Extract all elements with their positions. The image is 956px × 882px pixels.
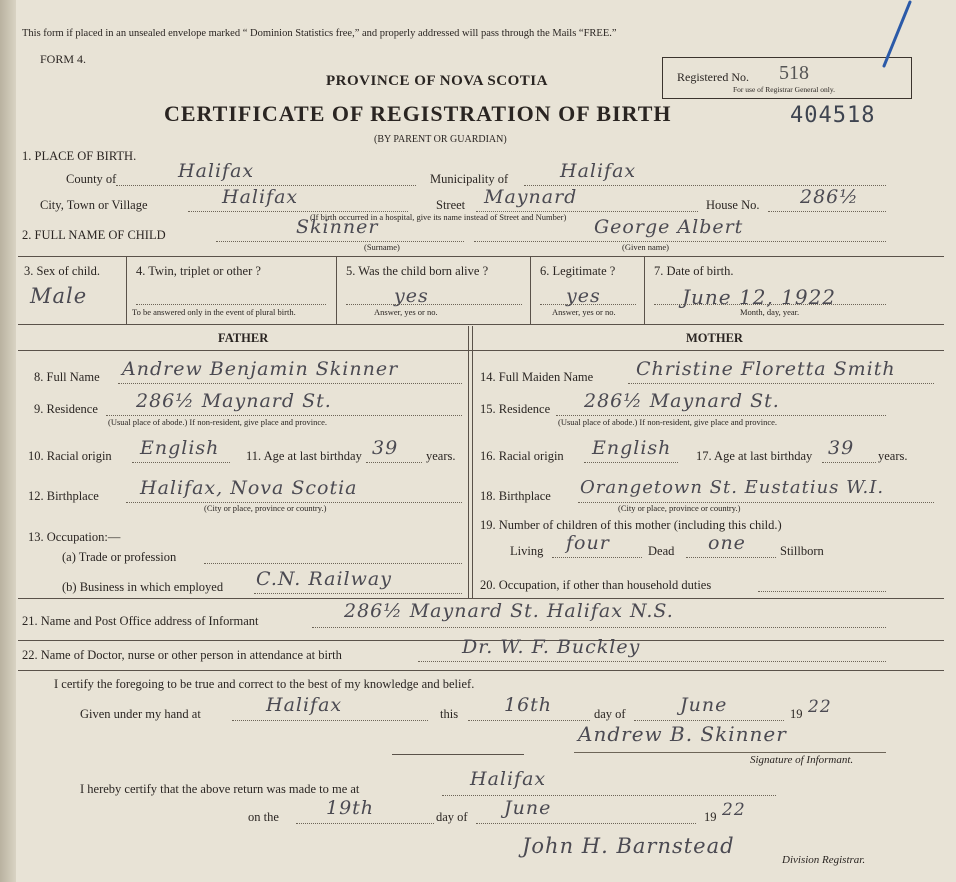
doctor-line [418,661,886,662]
mother-racial: English [592,437,672,459]
legit-note: Answer, yes or no. [552,307,616,317]
child-name-label: 2. FULL NAME OF CHILD [22,228,166,242]
mother-birthplace-label: 18. Birthplace [480,489,551,503]
mother-racial-line [584,462,678,463]
given-place: Halifax [266,694,343,716]
twin-label: 4. Twin, triplet or other ? [136,264,261,278]
house-line [768,211,886,212]
father-residence-label: 9. Residence [34,402,98,416]
occupation-label: 13. Occupation:— [28,530,121,544]
child-surname: Skinner [296,216,379,238]
mother-birthplace: Orangetown St. Eustatius W.I. [580,477,885,498]
father-birthplace-note: (City or place, province or country.) [204,503,327,513]
divider [18,598,944,599]
mother-name: Christine Floretta Smith [636,358,896,380]
divider [18,350,944,351]
divider [18,670,944,671]
mother-years-label: years. [878,449,908,463]
registrar-year-prefix: 19 [704,810,717,824]
place-of-birth-label: 1. PLACE OF BIRTH. [22,149,137,163]
divider [126,256,127,324]
mother-birthplace-note: (City or place, province or country.) [618,503,741,513]
father-birthplace: Halifax, Nova Scotia [140,477,358,499]
registrar-year: 22 [722,800,746,820]
divider [392,754,524,755]
given-year: 22 [808,697,832,717]
father-birthplace-label: 12. Birthplace [28,489,99,503]
father-age-line [366,462,422,463]
alive-note: Answer, yes or no. [374,307,438,317]
divider [18,256,944,257]
street-value: Maynard [484,186,578,208]
registered-label: Registered No. [677,70,749,84]
given-name-note: (Given name) [622,242,669,252]
informant-address-line [312,627,886,628]
registered-note: For use of Registrar General only. [733,85,835,94]
registrar-day-line [296,823,434,824]
house-label: House No. [706,198,760,212]
registrar-day-of-label: day of [436,810,468,824]
father-years-label: years. [426,449,456,463]
children-label: 19. Number of children of this mother (including this child.) [480,518,782,532]
on-the-label: on the [248,810,279,824]
mother-residence-label: 15. Residence [480,402,551,416]
city-value: Halifax [222,186,299,208]
registrar-month: June [504,797,552,819]
divider [336,256,337,324]
dob-value: June 12, 1922 [682,285,837,309]
informant-signature-label: Signature of Informant. [750,754,854,766]
mother-residence-note: (Usual place of abode.) If non-resident, give place and province. [558,417,778,427]
legit-value: yes [566,285,601,307]
dob-label: 7. Date of birth. [654,264,734,278]
divider [644,256,645,324]
informant-signature: Andrew B. Skinner [578,722,787,746]
hospital-note: (If birth occurred in a hospital, give its name instead of Street and Number) [310,212,567,222]
given-day: 16th [504,694,553,716]
legit-label: 6. Legitimate ? [540,264,616,278]
informant-signature-line [574,752,886,753]
given-name-line [474,241,886,242]
father-name: Andrew Benjamin Skinner [122,358,399,380]
registrar-month-line [476,823,696,824]
business-value: C.N. Railway [256,568,392,590]
registrar-day: 19th [326,797,375,819]
pen-mark-icon [870,0,930,72]
mother-residence-line [556,415,886,416]
father-racial: English [140,437,220,459]
alive-value: yes [394,285,429,307]
municipality-label: Municipality of [430,172,509,186]
mother-age-label: 17. Age at last birthday [696,449,813,463]
father-residence-note: (Usual place of abode.) If non-resident, give place and province. [108,417,328,427]
certify-text: I certify the foregoing to be true and correct to the best of my knowledge and belief. [54,677,475,691]
mother-occupation-line [758,591,886,592]
mother-residence: 286½ Maynard St. [584,390,780,412]
business-label: (b) Business in which employed [62,580,224,594]
dead-line [686,557,776,558]
twin-note: To be answered only in the event of plural birth. [132,307,296,317]
mother-name-line [628,383,934,384]
father-residence: 286½ Maynard St. [136,390,332,412]
living-line [552,557,642,558]
divider [530,256,531,324]
municipality-value: Halifax [560,160,637,182]
father-name-line [118,383,462,384]
surname-line [216,241,464,242]
father-name-label: 8. Full Name [34,370,100,384]
year-prefix: 19 [790,707,803,721]
dob-line [654,304,886,305]
mailing-notice: This form if placed in an unsealed envelope marked “ Dominion Statistics free,” and properly addressed will pass through the Mails “FREE.” [22,28,617,39]
county-value: Halifax [178,160,255,182]
mother-racial-label: 16. Racial origin [480,449,564,463]
day-of-label: day of [594,707,626,721]
form-number: FORM 4. [40,52,87,66]
twin-line [136,304,326,305]
city-label: City, Town or Village [40,198,148,212]
registrar-signature: John H. Barnstead [522,834,735,858]
registrar-signature-label: Division Registrar. [782,854,866,866]
registrar-place-line [442,795,776,796]
legit-line [540,304,636,305]
registrar-certify-text: I hereby certify that the above return was made to me at [80,782,360,796]
living-value: four [566,532,610,554]
father-racial-line [132,462,230,463]
informant-address-label: 21. Name and Post Office address of Informant [22,614,259,628]
business-line [254,593,462,594]
certificate-title: CERTIFICATE OF REGISTRATION OF BIRTH [164,101,672,126]
living-label: Living [510,544,544,558]
column-divider [472,326,473,598]
dead-value: one [708,532,746,554]
registered-number: 518 [779,62,809,84]
given-month-line [634,720,784,721]
child-given-name: George Albert [594,216,744,238]
given-month: June [680,694,728,716]
father-age: 39 [372,437,399,459]
trade-label: (a) Trade or profession [62,550,177,564]
dob-note: Month, day, year. [740,307,800,317]
father-heading: FATHER [218,331,269,345]
column-divider [468,326,469,598]
registrar-place: Halifax [470,768,547,790]
county-label: County of [66,172,117,186]
surname-note: (Surname) [364,242,400,252]
father-age-label: 11. Age at last birthday [246,449,362,463]
mother-age: 39 [828,437,855,459]
given-label: Given under my hand at [80,707,201,721]
doctor-value: Dr. W. F. Buckley [462,636,641,658]
sex-value: Male [30,284,88,308]
house-value: 286½ [800,186,859,208]
doctor-label: 22. Name of Doctor, nurse or other person in attendance at birth [22,648,342,662]
mother-age-line [822,462,876,463]
trade-line [204,563,462,564]
mother-name-label: 14. Full Maiden Name [480,370,594,384]
document-spine [0,0,16,882]
father-racial-label: 10. Racial origin [28,449,112,463]
mother-occupation-label: 20. Occupation, if other than household duties [480,578,712,592]
this-label: this [440,707,459,721]
street-label: Street [436,198,466,212]
given-day-line [468,720,590,721]
certificate-subtitle: (BY PARENT OR GUARDIAN) [374,134,507,145]
informant-address: 286½ Maynard St. Halifax N.S. [344,600,674,622]
stillborn-label: Stillborn [780,544,824,558]
dead-label: Dead [648,544,675,558]
mother-heading: MOTHER [686,331,743,345]
divider [18,324,944,325]
given-place-line [232,720,428,721]
alive-label: 5. Was the child born alive ? [346,264,489,278]
father-residence-line [106,415,462,416]
sex-label: 3. Sex of child. [24,264,101,278]
stamp-number: 404518 [790,103,876,128]
alive-line [346,304,522,305]
province-title: PROVINCE OF NOVA SCOTIA [326,73,548,89]
